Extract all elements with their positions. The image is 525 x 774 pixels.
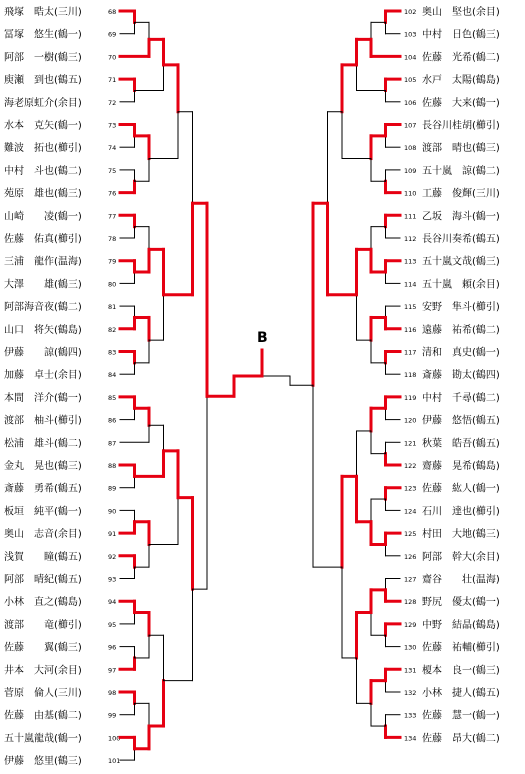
player-name: 山崎 凌(鶴一) (4, 211, 82, 223)
player-name: 佐藤 紘人(鶴一) (422, 483, 500, 495)
seed-number: 71 (108, 76, 117, 85)
player-name: 五十嵐文哉(鶴三) (422, 256, 500, 268)
seed-number: 82 (108, 325, 117, 334)
seed-number: 126 (404, 552, 417, 561)
bracket-label: B (257, 330, 268, 346)
seed-number: 87 (108, 439, 117, 448)
player-name: 五十嵐龍哉(鶴一) (4, 733, 82, 745)
seed-number: 114 (404, 280, 417, 289)
bracket-lines (120, 11, 400, 760)
player-name: 難波 拓也(櫛引) (4, 143, 82, 155)
seed-number: 91 (108, 530, 117, 539)
player-name: 阿部 幹大(余目) (422, 551, 500, 563)
seed-number: 104 (404, 53, 417, 62)
seed-number: 100 (108, 734, 121, 743)
player-name: 伊藤 悠里(鶴三) (4, 756, 82, 768)
seed-number: 86 (108, 416, 117, 425)
seed-number: 105 (404, 76, 417, 85)
seed-number: 89 (108, 484, 117, 493)
seed-number: 115 (404, 303, 417, 312)
seed-number: 70 (108, 53, 117, 62)
seed-number: 120 (404, 416, 417, 425)
player-name: 山口 将矢(鶴島) (4, 324, 82, 336)
player-name: 伊藤 悠悟(鶴五) (422, 415, 500, 427)
seed-number: 112 (404, 235, 417, 243)
player-name: 五十嵐 頼(余目) (422, 279, 500, 291)
player-name: 加藤 卓士(余目) (4, 370, 82, 382)
seed-number: 129 (404, 620, 417, 629)
player-name: 浅賀 瞳(鶴五) (4, 551, 82, 563)
player-name: 佐藤 祐輔(櫛引) (422, 642, 500, 654)
player-name: 本間 洋介(鶴一) (4, 392, 82, 404)
seed-number: 122 (404, 462, 417, 470)
player-name: 中村 日色(鶴三) (422, 29, 500, 41)
seed-number: 128 (404, 598, 417, 607)
player-name: 斎藤 勇希(鶴五) (4, 483, 82, 495)
seed-number: 117 (404, 348, 417, 357)
seed-number: 95 (108, 620, 117, 629)
player-name: 渡部 竜(櫛引) (4, 619, 82, 631)
player-name: 佐藤 翼(鶴三) (4, 642, 82, 654)
player-name: 阿部海音夜(鶴二) (4, 302, 82, 314)
player-name: 大澤 雄(鶴三) (4, 279, 82, 291)
player-name: 斎藤 勘太(鶴四) (422, 370, 500, 382)
seed-number: 93 (108, 575, 117, 584)
seed-number: 110 (404, 189, 417, 198)
player-name: 渡部 晴也(鶴三) (422, 143, 500, 155)
seed-number: 124 (404, 507, 417, 516)
player-name: 冨塚 悠生(鶴一) (4, 29, 82, 41)
seed-number: 97 (108, 666, 117, 675)
seed-number: 68 (108, 8, 117, 16)
player-name: 板垣 純平(鶴一) (4, 506, 82, 518)
player-name: 金丸 晃也(鶴三) (4, 461, 82, 472)
player-name: 安野 隼斗(櫛引) (422, 302, 500, 314)
player-name: 佐藤 光希(鶴二) (422, 52, 500, 64)
seed-number: 107 (404, 121, 417, 130)
player-name: 飛塚 晧太(三川) (4, 7, 82, 18)
player-name: 野尻 優太(鶴一) (422, 597, 500, 609)
seed-number: 102 (404, 8, 417, 16)
seed-number: 73 (108, 121, 117, 130)
seed-number: 83 (108, 348, 117, 357)
player-name: 遠藤 祐希(鶴二) (422, 324, 500, 336)
seed-number: 80 (108, 280, 117, 289)
player-name: 長谷川桂胡(櫛引) (422, 120, 500, 132)
seed-number: 98 (108, 689, 117, 697)
seed-number: 130 (404, 643, 417, 652)
player-name: 清和 真史(鶴一) (422, 347, 500, 359)
seed-number: 111 (404, 212, 417, 221)
seed-number: 76 (108, 189, 117, 198)
seed-number: 69 (108, 30, 117, 39)
player-name: 三浦 龍作(温海) (4, 256, 82, 268)
player-name: 中村 千尋(鶴二) (422, 392, 500, 404)
player-name: 水戸 太陽(鶴島) (422, 75, 500, 87)
player-name: 海老原虹介(余目) (4, 97, 82, 109)
player-name: 佐藤 大来(鶴一) (422, 97, 500, 109)
player-name: 奥山 志音(余目) (4, 529, 82, 541)
player-name: 齋藤 晃希(鶴島) (422, 461, 500, 472)
seed-number: 109 (404, 166, 417, 175)
player-name: 中野 結晶(鶴島) (422, 619, 500, 631)
seed-number: 133 (404, 711, 417, 720)
player-name: 榎本 良一(鶴三) (422, 665, 500, 677)
seed-number: 101 (108, 757, 121, 766)
seed-number: 108 (404, 144, 417, 153)
right-entries (404, 5, 500, 744)
seed-number: 132 (404, 689, 417, 697)
player-name: 苑原 雄也(鶴三) (4, 188, 82, 200)
seed-number: 84 (108, 371, 117, 380)
player-name: 佐藤 佑真(櫛引) (4, 234, 82, 245)
player-name: 石川 達也(櫛引) (422, 506, 500, 518)
seed-number: 123 (404, 484, 417, 493)
player-name: 工藤 俊輝(三川) (422, 188, 500, 200)
player-name: 秋葉 皓吾(鶴五) (422, 438, 500, 450)
seed-number: 94 (108, 598, 117, 607)
seed-number: 118 (404, 371, 417, 380)
player-name: 菅原 倫人(三川) (4, 688, 82, 699)
player-name: 松浦 雄斗(鶴二) (4, 438, 82, 450)
player-name: 水本 克矢(鶴一) (4, 120, 82, 132)
seed-number: 125 (404, 530, 417, 539)
seed-number: 131 (404, 666, 417, 675)
player-name: 齋谷 壮(温海) (422, 574, 500, 586)
player-name: 阿部 晴紀(鶴五) (4, 574, 82, 586)
seed-number: 103 (404, 30, 417, 39)
player-name: 長谷川奏希(鶴五) (422, 234, 500, 245)
seed-number: 72 (108, 98, 117, 107)
player-name: 佐藤 由基(鶴二) (4, 710, 82, 722)
player-name: 阿部 一樹(鶴三) (4, 52, 82, 64)
player-name: 小林 捷人(鶴五) (422, 688, 500, 699)
seed-number: 85 (108, 393, 117, 402)
player-name: 伊藤 諒(鶴四) (4, 347, 82, 359)
seed-number: 119 (404, 393, 417, 402)
seed-number: 78 (108, 235, 117, 243)
player-name: 中村 斗也(鶴二) (4, 165, 82, 177)
seed-number: 106 (404, 98, 417, 107)
player-name: 渡部 柚斗(櫛引) (4, 415, 82, 427)
seed-number: 90 (108, 507, 117, 516)
player-name: 奥山 堅也(余目) (422, 7, 500, 18)
seed-number: 99 (108, 711, 117, 720)
seed-number: 127 (404, 575, 417, 584)
player-name: 佐藤 慧一(鶴一) (422, 710, 500, 722)
player-name: 小林 直之(鶴島) (4, 597, 82, 609)
seed-number: 77 (108, 212, 117, 221)
seed-number: 88 (108, 462, 117, 470)
seed-number: 121 (404, 439, 417, 448)
player-name: 五十嵐 諒(鶴二) (422, 165, 500, 177)
player-name: 井本 大河(余目) (4, 665, 82, 677)
seed-number: 81 (108, 303, 117, 312)
seed-number: 92 (108, 552, 117, 561)
seed-number: 79 (108, 257, 117, 266)
player-name: 乙坂 海斗(鶴一) (422, 211, 500, 223)
seed-number: 116 (404, 325, 417, 334)
seed-number: 75 (108, 166, 117, 175)
player-name: 村田 大地(鶴三) (422, 529, 500, 541)
seed-number: 96 (108, 643, 117, 652)
seed-number: 113 (404, 257, 417, 266)
player-name: 庾瀬 到也(鶴五) (4, 75, 82, 87)
seed-number: 74 (108, 144, 117, 153)
seed-number: 134 (404, 734, 417, 743)
player-name: 佐藤 昂大(鶴二) (422, 733, 500, 745)
left-entries (4, 5, 120, 767)
